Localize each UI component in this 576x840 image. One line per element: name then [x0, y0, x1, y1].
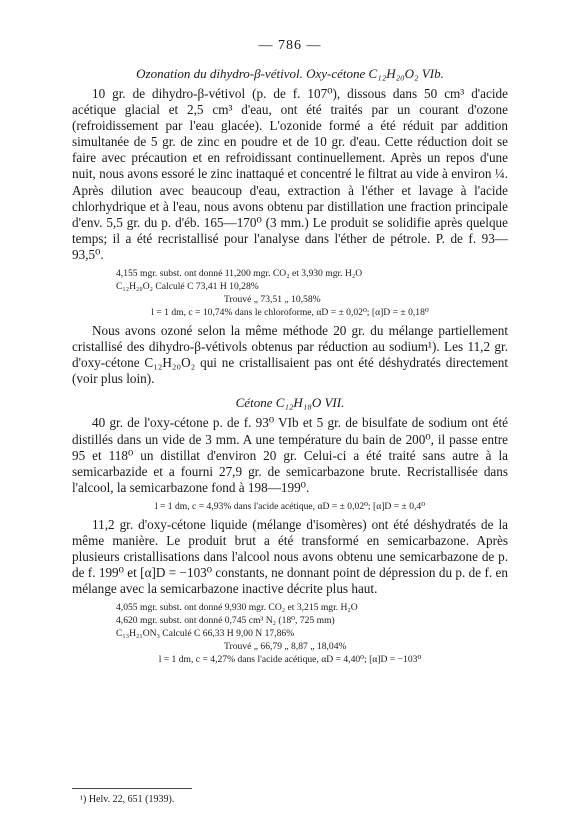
document-page [72, 38, 508, 670]
rotation-line: l = 1 dm, c = 10,74% dans le chloroforme, αD = ± 0,02⁰; [α]D = ± 0,18⁰ [151, 307, 429, 319]
section-title-ozonation: Ozonation du dihydro-β-vétivol. Oxy-cétone C₁₂H₂₀O₂ VIb. [136, 66, 444, 81]
analysis-line: Trouvé „ 73,51 „ 10,58% [224, 294, 321, 306]
analysis-line: 4,055 mgr. subst. ont donné 9,930 mgr. CO₂ et 3,215 mgr. H₂O [116, 602, 358, 614]
page-number: — 786 — [258, 38, 322, 53]
rotation-block-1 [72, 500, 508, 513]
rotation-line: l = 1 dm, c = 4,27% dans l'acide acétique, αD = 4,40⁰; [α]D = −103⁰ [158, 654, 422, 666]
rotation-line: l = 1 dm, c = 4,93% dans l'acide acétique, αD = ± 0,02⁰; [α]D = ± 0,4⁰ [154, 500, 426, 512]
footnote: ¹) Helv. 22, 651 (1939). [80, 794, 175, 805]
analysis-line: Trouvé „ 66,79 „ 8,87 „ 18,04% [224, 641, 347, 653]
analysis-line: 4,155 mgr. subst. ont donné 11,200 mgr. CO₂ et 3,930 mgr. H₂O [116, 268, 363, 280]
paragraph-ozonation-mixture: Nous avons ozoné selon la même méthode 20 gr. du mélange partiellement cristallisé des dihydro-β-vétivols obtenus par réduction au sodium¹). Les 11,2 gr. d'oxy-cétone C₁₂H₂₀O₂ qui ne cristallisaient pas ont été déshydratés directement (voir plus loin). [72, 323, 508, 387]
paragraph-cetone-distillation: 40 gr. de l'oxy-cétone p. de f. 93⁰ VIb et 5 gr. de bisulfate de sodium ont été distillés dans un vide de 3 mm. A une température du bain de 200⁰, il passe entre 95 et 118⁰ un distillat d'environ 20 gr. Celui-ci a été traité sans autre à la semicarbazide et a fourni 27,9 gr. de semicarbazone brute. Recristallisée dans l'alcool, la semicarbazone fond à 198—199⁰. [72, 415, 508, 495]
analysis-line: 4,620 mgr. subst. ont donné 0,745 cm³ N₂ (18⁰, 725 mm) [116, 615, 335, 627]
footnote-rule [72, 788, 192, 789]
analysis-block-2 [72, 601, 508, 666]
analysis-line: C₁₃H₂₁ON₃ Calculé C 66,33 H 9,00 N 17,86% [116, 628, 295, 640]
paragraph-cetone-liquid: 11,2 gr. d'oxy-cétone liquide (mélange d'isomères) ont été déshydratés de la même manière. Le produit brut a été transformé en semicarbazone. Après plusieurs cristallisations dans l'alcool nous avons obtenu une semicarbazone de p. de f. 199⁰ et [α]D = −103⁰ constants, ne donnant point de dépression du p. de f. en mélange avec la semicarbazone inactive décrite plus haut. [72, 516, 508, 597]
paragraph-ozonation-procedure: 10 gr. de dihydro-β-vétivol (p. de f. 107⁰), dissous dans 50 cm³ d'acide acétique glacial et 2,5 cm³ d'eau, ont été traités par un courant d'ozone (refroidissement par l'eau glacée). L'ozonide formé a été réduit par addition simultanée de 5 gr. de zinc en poudre et de 10 gr. d'eau. Cette réduction doit se faire avec précaution et en refroidissant continuellement. Après un repos d'une nuit, nous avons essoré le zinc inattaqué et concentré le filtrat au vide à environ ¼. Après dilution avec beaucoup d'eau, extraction à l'éther et lavage à l'acide chlorhydrique et à l'eau, nous avons obtenu par distillation une fraction principale d'env. 5,5 gr. du p. d'éb. 165—170⁰ (3 mm.) Le produit se solidifie après quelque temps; il a été recristallisé pour l'analyse dans l'éther de pétrole. P. de f. 93—93,5⁰. [72, 86, 508, 262]
analysis-line: C₁₂H₂₀O₂ Calculé C 73,41 H 10,28% [116, 281, 259, 293]
analysis-block-1 [72, 267, 508, 319]
section-title-cetone: Cétone C₁₂H₁₈O VII. [235, 395, 345, 411]
